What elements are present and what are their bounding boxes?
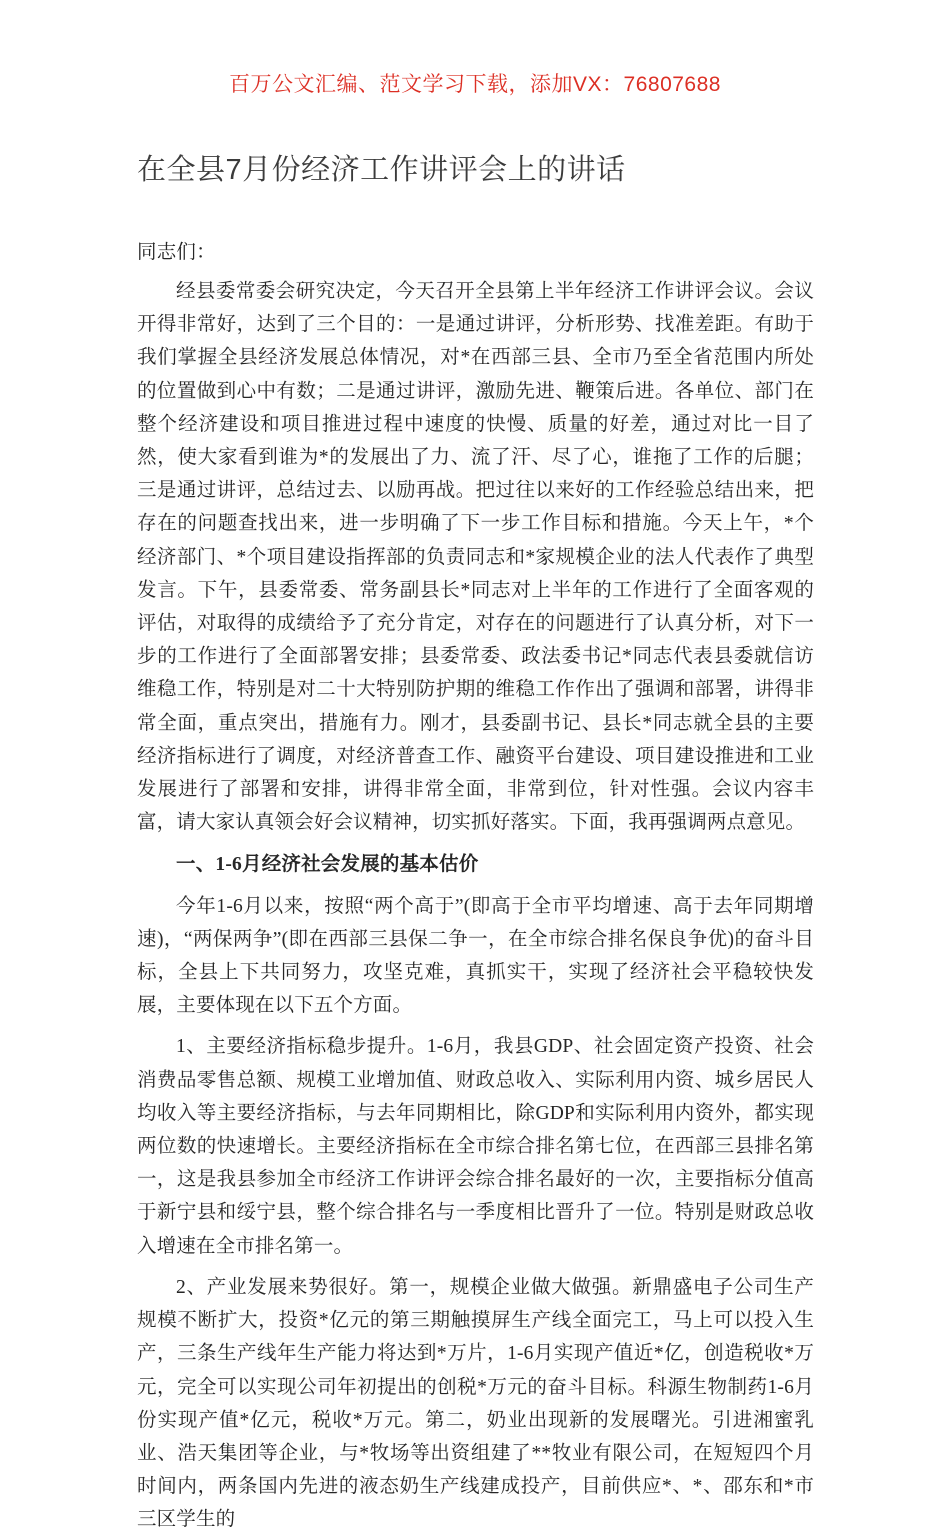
section-heading-1: 一、1-6月经济社会发展的基本估价: [176, 854, 479, 876]
paragraph-item-1: 1、主要经济指标稳步提升。1-6月，我县GDP、社会固定资产投资、社会消费品零售总额、规模工业增加值、财政总收入、实际利用内资、城乡居民人均收入等主要经济指标，与去年同期相比，除GDP和实际利用内资外，都实现两位数的快速增长。主要经济指标在全市综合排名第七位，在西部三县排名第一，这是我县参加全市经济工作讲评会综合排名最好的一次，主要指标分值高于新宁县和绥宁县，整个综合排名与一季度相比晋升了一位。特别是财政总收入增速在全市排名第一。: [137, 1036, 814, 1257]
salutation: 同志们：: [137, 242, 216, 263]
paragraph-overview: 今年1-6月以来，按照“两个高于”(即高于全市平均增速、高于去年同期增速)，“两保两争”(即在西部三县保二争一，在全市综合排名保良争优)的奋斗目标，全县上下共同努力，攻坚克难，真抓实干，实现了经济社会平稳较快发展，主要体现在以下五个方面。: [137, 895, 814, 1017]
promo-banner-text: 百万公文汇编、范文学习下载，添加VX：76807688: [229, 73, 721, 96]
page-title: 在全县7月份经济工作讲评会上的讲话: [137, 154, 626, 186]
document-body: [137, 0, 814, 1537]
paragraph-intro: 经县委常委会研究决定，今天召开全县第上半年经济工作讲评会议。会议开得非常好，达到了三个目的：一是通过讲评，分析形势、找准差距。有助于我们掌握全县经济发展总体情况，对*在西部三县、全市乃至全省范围内所处的位置做到心中有数；二是通过讲评，激励先进、鞭策后进。各单位、部门在整个经济建设和项目推进过程中速度的快慢、质量的好差，通过对比一目了然，使大家看到谁为*的发展出了力、流了汗、尽了心，谁拖了工作的后腿；三是通过讲评，总结过去、以励再战。把过往以来好的工作经验总结出来，把存在的问题查找出来，进一步明确了下一步工作目标和措施。今天上午，*个经济部门、*个项目建设指挥部的负责同志和*家规模企业的法人代表作了典型发言。下午，县委常委、常务副县长*同志对上半年的工作进行了全面客观的评估，对取得的成绩给予了充分肯定，对存在的问题进行了认真分析，对下一步的工作进行了全面部署安排；县委常委、政法委书记*同志代表县委就信访维稳工作，特别是对二十大特别防护期的维稳工作作出了强调和部署，讲得非常全面，重点突出，措施有力。刚才，县委副书记、县长*同志就全县的主要经济指标进行了调度，对经济普查工作、融资平台建设、项目建设推进和工业发展进行了部署和安排，讲得非常全面，非常到位，针对性强。会议内容丰富，请大家认真领会好会议精神，切实抓好落实。下面，我再强调两点意见。: [137, 281, 814, 834]
paragraph-item-2: 2、产业发展来势很好。第一，规模企业做大做强。新鼎盛电子公司生产规模不断扩大，投资*亿元的第三期触摸屏生产线全面完工，马上可以投入生产，三条生产线年生产能力将达到*万片，1-6月实现产值近*亿，创造税收*万元，完全可以实现公司年初提出的创税*万元的奋斗目标。科源生物制药1-6月份实现产值*亿元，税收*万元。第二，奶业出现新的发展曙光。引进湘蜜乳业、浩天集团等企业，与*牧场等出资组建了**牧业有限公司，在短短四个月时间内，两条国内先进的液态奶生产线建成投产，目前供应*、*、邵东和*市三区学生的: [137, 1276, 814, 1531]
